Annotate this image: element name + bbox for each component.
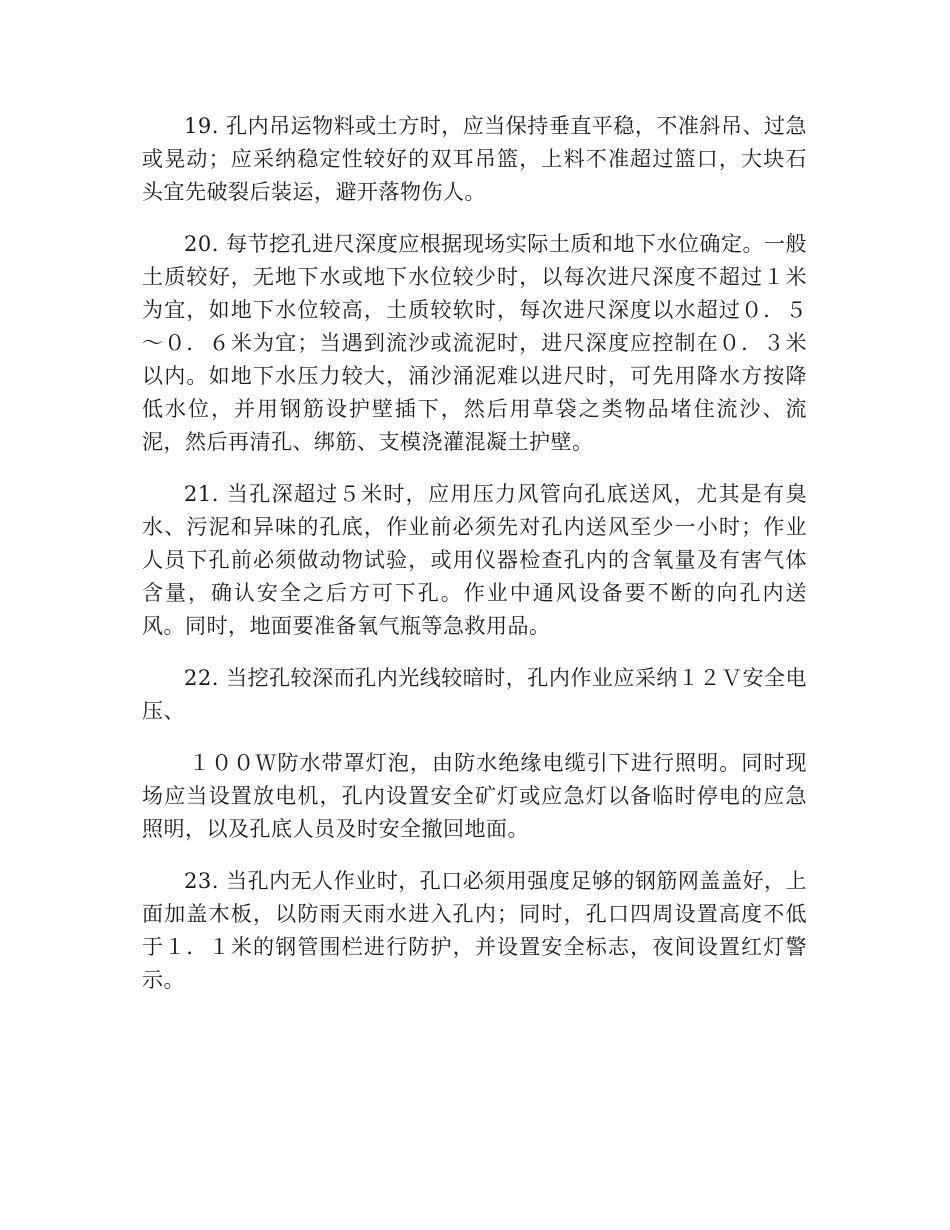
paragraph-20: 20. 每节挖孔进尺深度应根据现场实际土质和地下水位确定。一般土质较好，无地下水或地下水位较少时，以每次进尺深度不超过１米为宜，如地下水位较高，土质较软时，每次进尺深度以水超过０．５～０．６米为宜；当遇到流沙或流泥时，进尺深度应控制在０．３米以内。如地下水压力较大，涌沙涌泥难以进尺时，可先用降水方按降低水位，并用钢筋设护壁插下，然后用草袋之类物品堵住流沙、流泥，然后再清孔、绑筋、支模浇灌混凝土护壁。 bbox=[142, 232, 807, 454]
paragraph-21: 21. 当孔深超过５米时，应用压力风管向孔底送风，尤其是有臭水、污泥和异味的孔底，作业前必须先对孔内送风至少一小时；作业人员下孔前必须做动物试验，或用仪器检查孔内的含氧量及有害气体含量，确认安全之后方可下孔。作业中通风设备要不断的向孔内送风。同时，地面要准备氧气瓶等急救用品。 bbox=[142, 482, 807, 638]
paragraph-22-part-1: 22. 当挖孔较深而孔内光线较暗时，孔内作业应采纳１２Ｖ安全电压、 bbox=[142, 666, 807, 723]
paragraph-19: 19. 孔内吊运物料或土方时，应当保持垂直平稳，不准斜吊、过急或晃动；应采纳稳定性较好的双耳吊篮，上料不准超过篮口，大块石头宜先破裂后装运，避开落物伤人。 bbox=[142, 114, 807, 204]
paragraph-22-part-2: １００Ｗ防水带罩灯泡，由防水绝缘电缆引下进行照明。同时现场应当设置放电机，孔内设置安全矿灯或应急灯以备临时停电的应急照明，以及孔底人员及时安全撤回地面。 bbox=[142, 751, 807, 841]
paragraph-23: 23. 当孔内无人作业时，孔口必须用强度足够的钢筋网盖盖好，上面加盖木板，以防雨天雨水进入孔内；同时，孔口四周设置高度不低于１．１米的钢管围栏进行防护，并设置安全标志，夜间设置红灯警示。 bbox=[142, 869, 807, 992]
document-body bbox=[142, 110, 807, 1016]
